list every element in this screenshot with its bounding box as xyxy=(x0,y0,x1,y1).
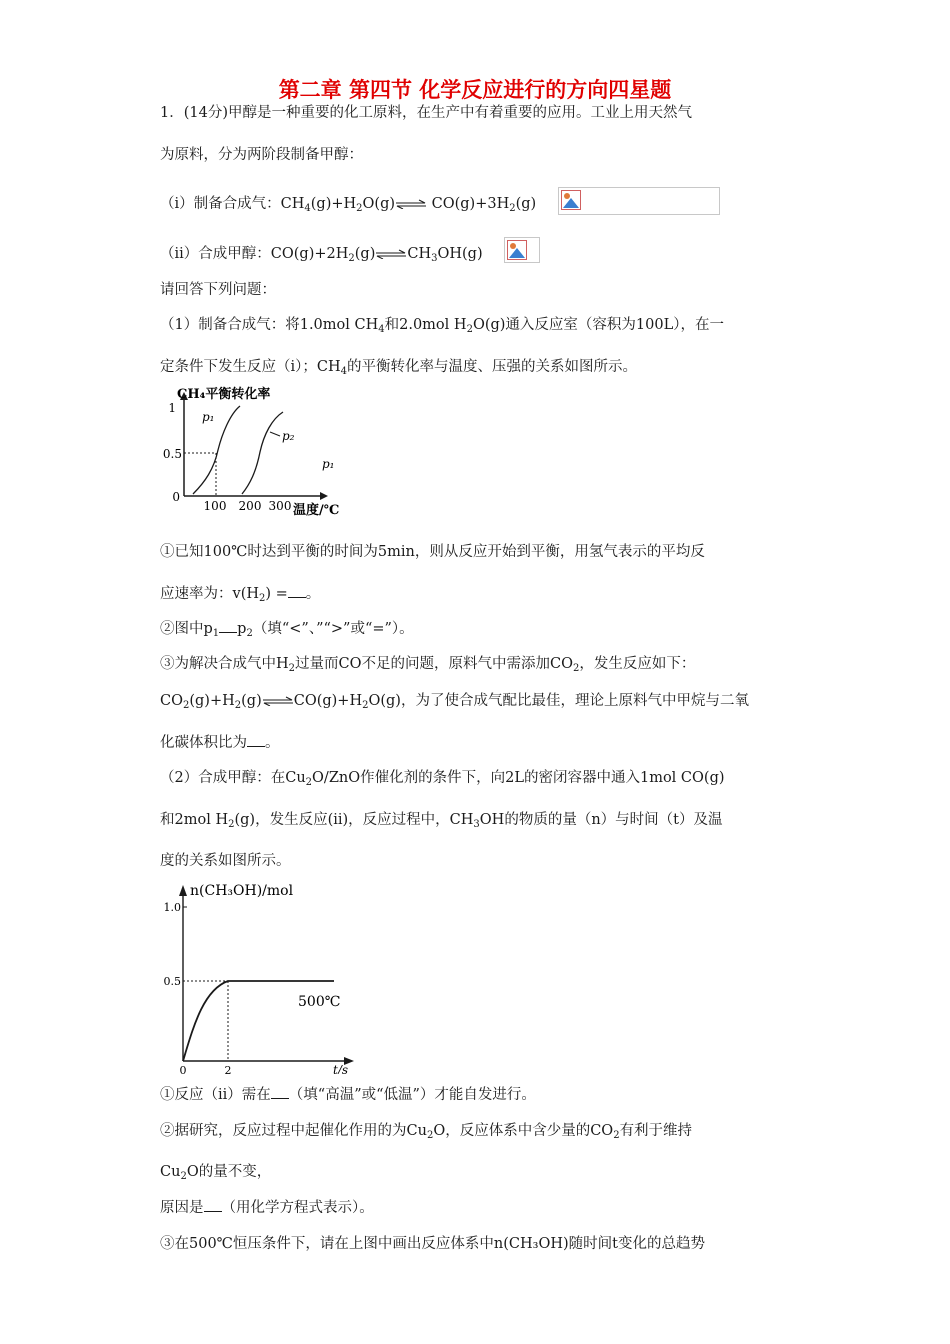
sub-question-3-reaction: $CO_2(g)+H_2(g)$ $CO(g)+H_2O(g)$，为了使合成气配比最佳，理论上原料气中甲烷与二氧 xyxy=(160,693,749,711)
prompt-line: 请回答下列问题： xyxy=(160,282,276,298)
sub-question-b3: 原因是 （用化学方程式表示）。 xyxy=(160,1200,374,1216)
reaction-i: （i）制备合成气：$CH_4(g)+H_2O(g)$ $CO(g)+3H_2(g)$ xyxy=(160,196,537,214)
broken-image-icon xyxy=(558,187,720,215)
conversion-chart xyxy=(160,384,350,524)
part-2-text: （2）合成甲醇：在$Cu_2O$/ZnO作催化剂的条件下，向2L的密闭容器中通入1mol CO(g) xyxy=(160,770,725,788)
question-1-intro: 1．(14分)甲醇是一种重要的化工原料，在生产中有着重要的应用。工业上用天然气 xyxy=(160,105,692,121)
page-title: 第二章 第四节 化学反应进行的方向四星题 xyxy=(278,78,672,102)
y-axis-label: n(CH₃OH)/mol xyxy=(190,883,294,899)
question-1-intro-cont: 为原料，分为两阶段制备甲醇： xyxy=(160,147,363,163)
equilibrium-arrow-icon xyxy=(262,696,294,706)
series-line-p1 xyxy=(193,406,240,494)
sub-question-b4: ③在500℃恒压条件下，请在上图中画出反应体系中n(CH₃OH)随时间t变化的总趋势 xyxy=(160,1236,705,1252)
methanol-amount-chart xyxy=(158,878,358,1074)
y-tick-label: 1 xyxy=(168,401,176,415)
answer-blank[interactable] xyxy=(219,620,237,633)
answer-blank[interactable] xyxy=(271,1086,289,1099)
x-tick-label: 100 xyxy=(203,499,227,513)
x-tick-label: 300 xyxy=(268,499,292,513)
part-1-text-cont: 定条件下发生反应（i）；$CH_4$的平衡转化率与温度、压强的关系如图所示。 xyxy=(160,359,638,377)
answer-blank[interactable] xyxy=(288,585,306,598)
y-tick-label: 0 xyxy=(172,490,180,504)
sub-question-b2-cont: $Cu_2O$的量不变， xyxy=(160,1164,272,1182)
series-label-p2: p₂ xyxy=(282,429,295,443)
sub-question-1: ①已知100℃时达到平衡的时间为5min，则从反应开始到平衡，用氢气表示的平均反 xyxy=(160,544,705,560)
x-axis-label: t/s xyxy=(333,1063,349,1074)
answer-blank[interactable] xyxy=(204,1199,222,1212)
x-tick-label: 200 xyxy=(238,499,262,513)
answer-blank[interactable] xyxy=(247,734,265,747)
equilibrium-arrow-icon xyxy=(375,249,407,259)
broken-image-icon xyxy=(504,237,540,263)
y-tick-label: 0.5 xyxy=(163,975,181,988)
series-label-500c: 500℃ xyxy=(298,994,341,1010)
leader-line xyxy=(270,432,280,436)
series-line-p2 xyxy=(242,412,283,494)
sub-question-3: ③为解决合成气中$H_2$过量而CO不足的问题，原料气中需添加$CO_2$，发生反应如下： xyxy=(160,656,696,674)
sub-question-b2: ②据研究，反应过程中起催化作用的为$Cu_2O$，反应体系中含少量的$CO_2$有利于维持 xyxy=(160,1123,693,1141)
part-2-text-cont: 和2mol $H_2(g)$，发生反应(ii)，反应过程中，$CH_3OH$的物质的量（n）与时间（t）及温 xyxy=(160,812,723,830)
origin-label: 0 xyxy=(179,1064,187,1074)
sub-question-2: ②图中$p_1$ $p_2$（填“<”、”“>”或“=”）。 xyxy=(160,621,414,639)
series-label-p1: p₁ xyxy=(202,410,215,424)
y-tick-label: 0.5 xyxy=(162,447,182,461)
x-axis-label: 温度/℃ xyxy=(293,503,340,518)
part-2-text-end: 度的关系如图所示。 xyxy=(160,853,291,869)
sub-question-1-cont: 应速率为：$v(H_2)$ = 。 xyxy=(160,586,321,604)
stray-label: p₁ xyxy=(322,457,335,471)
y-tick-label: 1.0 xyxy=(163,901,181,914)
equilibrium-arrow-icon xyxy=(395,199,427,209)
x-tick-label: 2 xyxy=(224,1064,232,1074)
y-axis-label: CH₄平衡转化率 xyxy=(177,387,271,402)
sub-question-b1: ①反应（ii）需在 （填“高温”或“低温”）才能自发进行。 xyxy=(160,1087,536,1103)
sub-question-3-cont: 化碳体积比为 。 xyxy=(160,735,280,751)
part-1-text: （1）制备合成气：将1.0mol $CH_4$和2.0mol $H_2O(g)$通入反应室（容积为100L），在一 xyxy=(160,317,724,335)
x-axis-arrow-icon xyxy=(320,492,328,500)
reaction-ii: （ii）合成甲醇：$CO(g)+2H_2(g)$ $CH_3OH(g)$ xyxy=(160,246,483,264)
